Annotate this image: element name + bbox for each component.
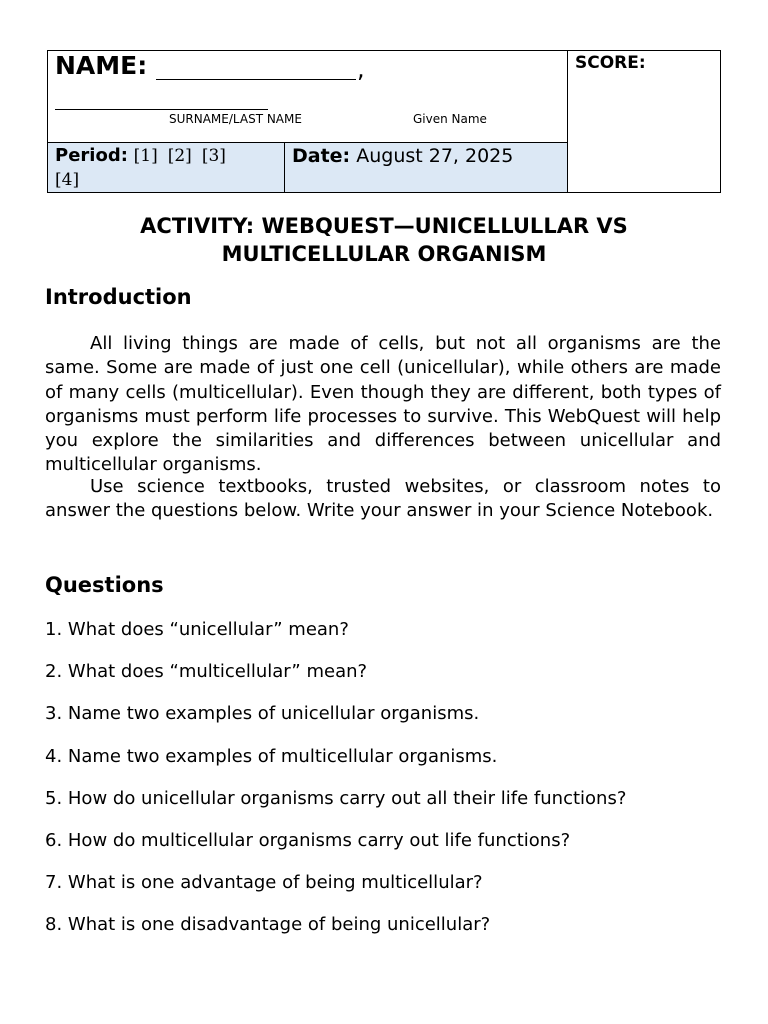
question-item: 2. What does “multicellular” mean? (45, 661, 368, 683)
date-label: Date: (292, 145, 351, 167)
date-cell (285, 143, 568, 192)
header-table (47, 50, 721, 193)
score-label: SCORE: (575, 53, 646, 73)
period-option-1: [1] (133, 146, 158, 166)
questions-list (45, 618, 721, 956)
name-label: NAME: (55, 51, 148, 80)
activity-title-line1: ACTIVITY: WEBQUEST—UNICELLULLAR VS (140, 214, 628, 238)
period-cell (48, 143, 285, 192)
introduction-paragraph-1: All living things are made of cells, but not all organisms are the same. Some are made of just one cell (unicellular), while others are made of many cells (multicellular). Even though they are different, both types of organisms must perform life processes to survive. This WebQuest will help you explore the similarities and differences between unicellular and multicellular organisms. (45, 333, 721, 476)
given-name-label: Given Name (413, 112, 487, 126)
name-cell (48, 51, 568, 143)
question-item: 7. What is one advantage of being multicellular? (45, 872, 483, 894)
question-item: 4. Name two examples of multicellular organisms. (45, 745, 498, 767)
introduction-heading: Introduction (45, 285, 192, 309)
period-option-3: [3] (201, 146, 226, 166)
score-cell (568, 51, 720, 192)
question-item: 6. How do multicellular organisms carry out life functions? (45, 829, 571, 851)
date-value: August 27, 2025 (356, 145, 514, 167)
question-item: 3. Name two examples of unicellular organisms. (45, 703, 480, 725)
given-name-blank (156, 79, 356, 80)
question-item: 1. What does “unicellular” mean? (45, 619, 349, 640)
questions-heading: Questions (45, 573, 164, 597)
question-item: 8. What is one disadvantage of being unicellular? (45, 914, 491, 936)
question-item: 5. How do unicellular organisms carry out all their life functions? (45, 787, 627, 809)
period-option-2: [2] (167, 146, 192, 166)
period-label: Period: (55, 145, 128, 166)
activity-title-line2: MULTICELLULAR ORGANISM (221, 242, 547, 266)
introduction-paragraph-2: Use science textbooks, trusted websites, or classroom notes to answer the questions below. Write your answer in your Science Notebook. (45, 476, 721, 522)
activity-title (47, 212, 721, 268)
surname-label: SURNAME/LAST NAME (169, 112, 302, 126)
period-option-4: [4] (55, 170, 80, 190)
surname-blank (55, 109, 268, 110)
name-comma: , (357, 55, 365, 83)
